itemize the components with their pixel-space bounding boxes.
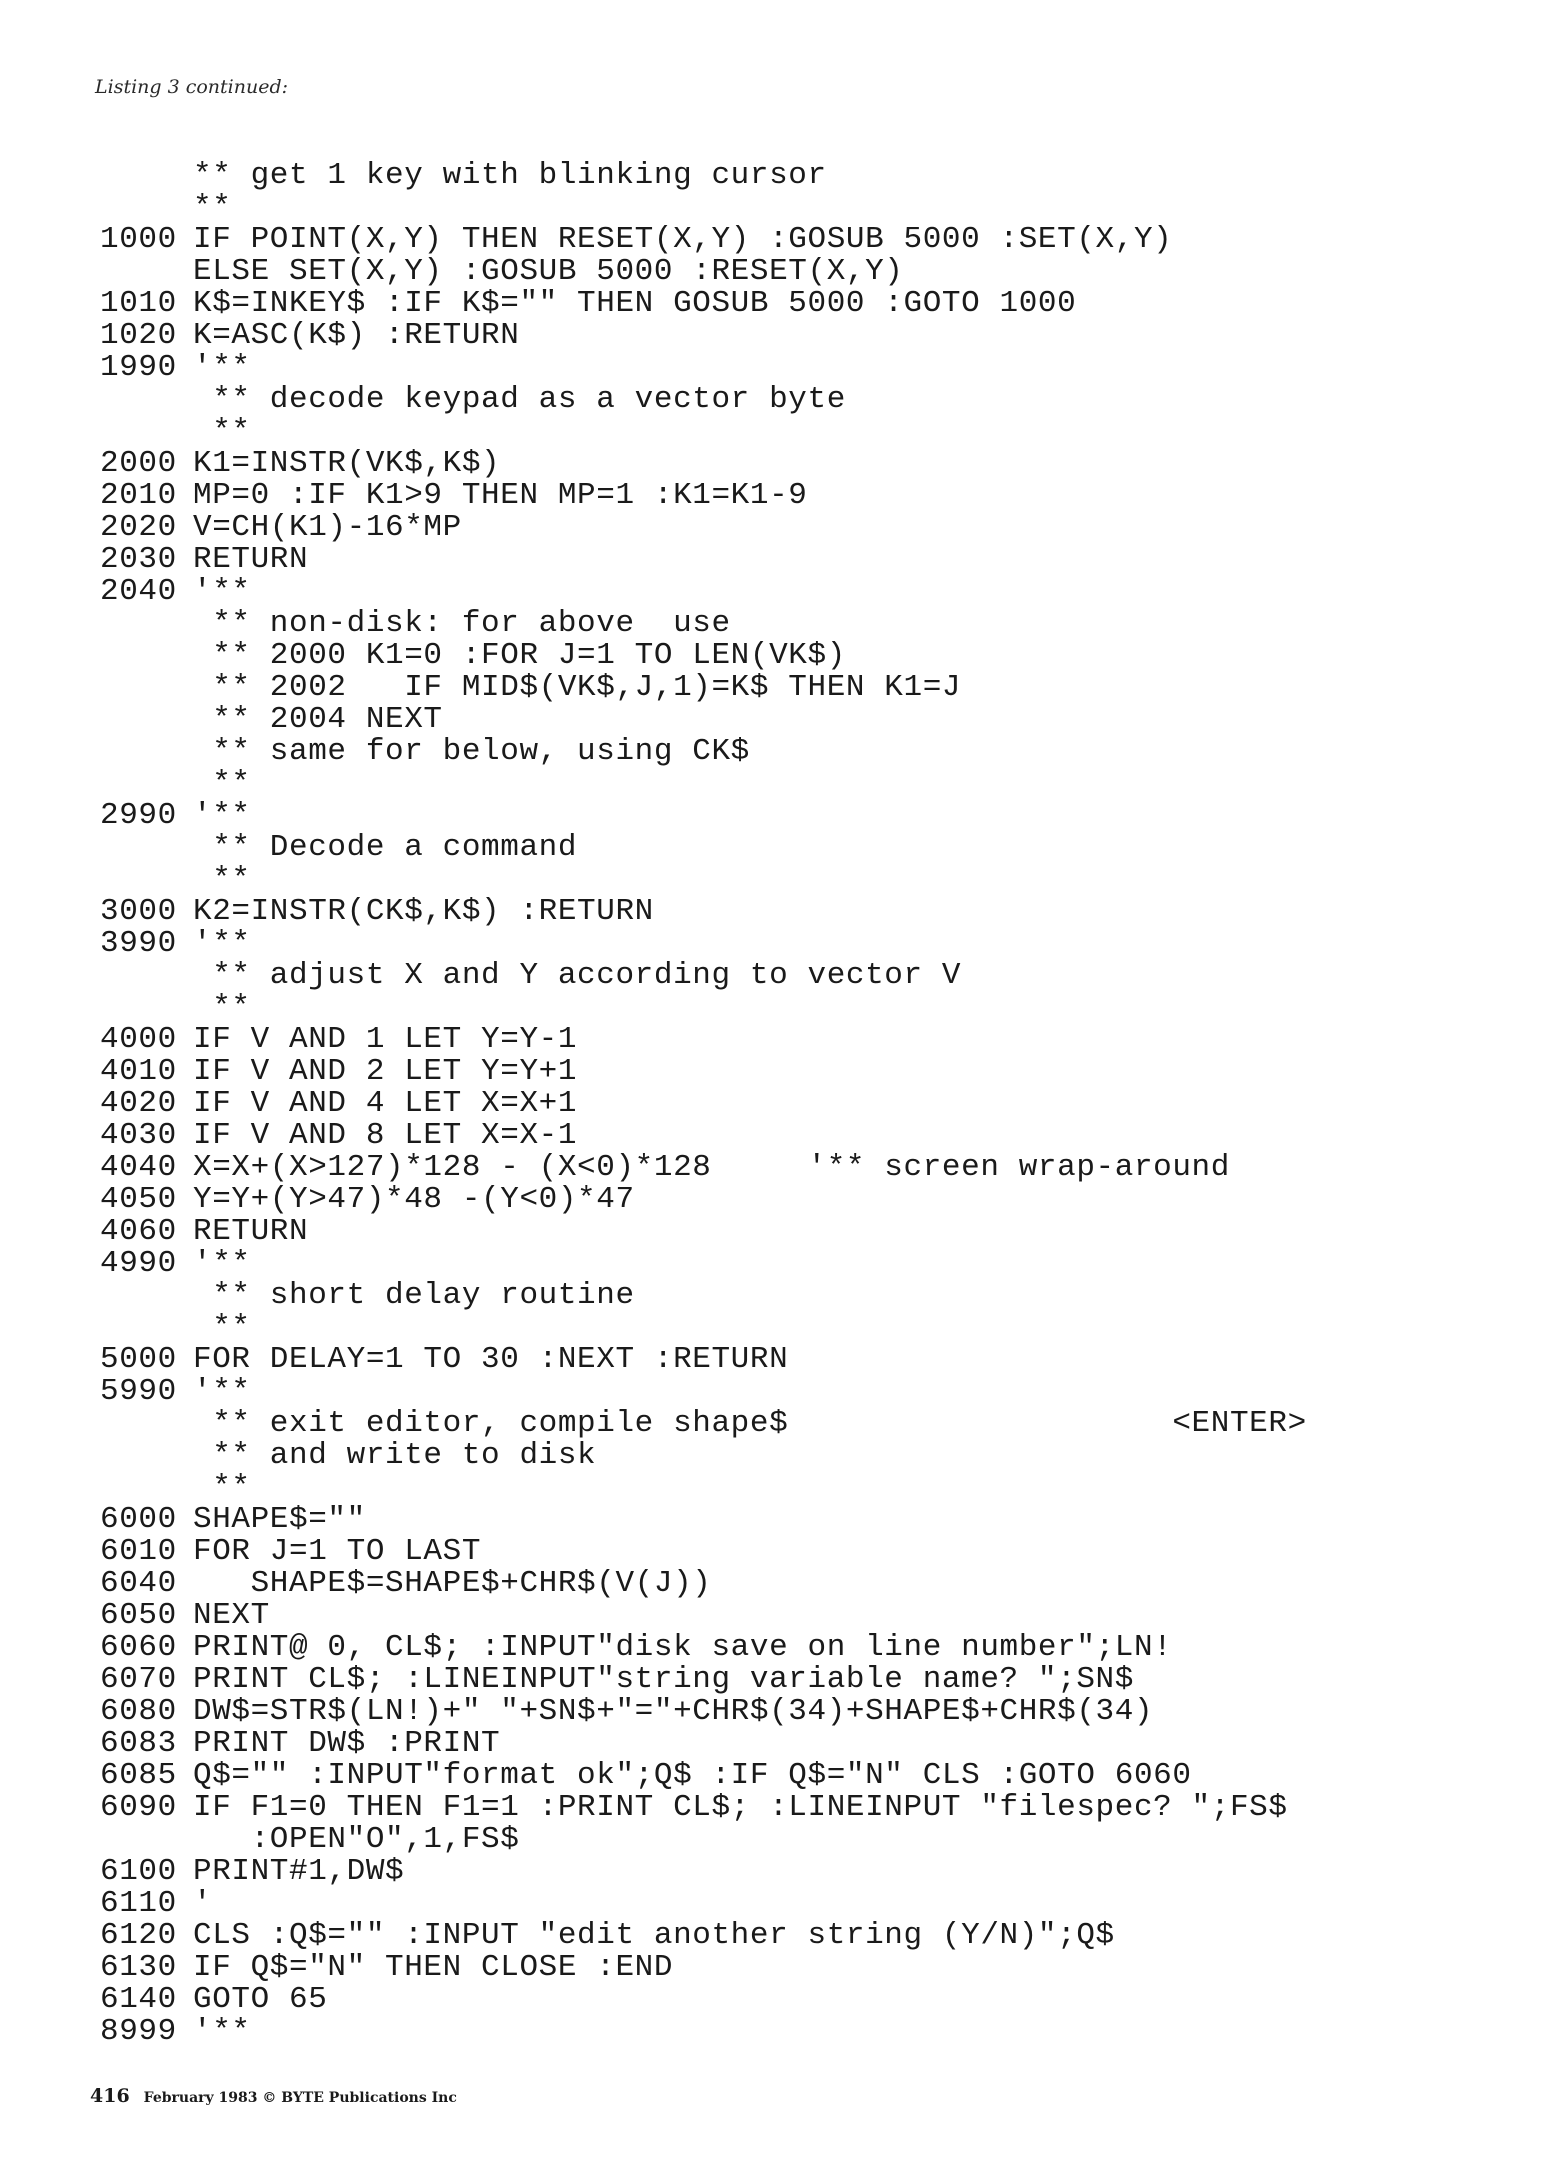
code-text: IF F1=0 THEN F1=1 :PRINT CL$; :LINEINPUT "filespec? ";FS$ <box>193 1790 1288 1825</box>
code-line <box>100 1280 1307 1312</box>
code-text: GOTO 65 <box>193 1982 328 2017</box>
code-line <box>100 512 1307 544</box>
code-line <box>100 1984 1307 2016</box>
code-text: RETURN <box>193 542 309 577</box>
code-line <box>100 352 1307 384</box>
code-text: PRINT DW$ :PRINT <box>193 1726 501 1761</box>
line-number: 1990 <box>100 350 177 385</box>
code-text: '** <box>193 2014 251 2049</box>
line-number: 2020 <box>100 510 177 545</box>
code-text: Q$="" :INPUT"format ok";Q$ :IF Q$="N" CLS :GOTO 6060 <box>193 1758 1192 1793</box>
code-line <box>100 1728 1307 1760</box>
code-text: IF POINT(X,Y) THEN RESET(X,Y) :GOSUB 5000 :SET(X,Y) <box>193 222 1173 257</box>
code-text: X=X+(X>127)*128 - (X<0)*128 '** screen wrap-around <box>193 1150 1230 1185</box>
listing-caption: Listing 3 continued: <box>95 76 289 98</box>
code-text: ** <box>193 862 251 897</box>
line-number: 4000 <box>100 1022 177 1057</box>
code-line <box>100 1888 1307 1920</box>
line-number: 6083 <box>100 1726 177 1761</box>
line-number: 6140 <box>100 1982 177 2017</box>
line-number: 2990 <box>100 798 177 833</box>
code-text: ELSE SET(X,Y) :GOSUB 5000 :RESET(X,Y) <box>193 254 904 289</box>
code-text: NEXT <box>193 1598 270 1633</box>
line-number: 5000 <box>100 1342 177 1377</box>
code-listing <box>100 160 1307 2048</box>
code-text: ** <box>193 766 251 801</box>
code-text: K$=INKEY$ :IF K$="" THEN GOSUB 5000 :GOTO 1000 <box>193 286 1077 321</box>
code-line <box>100 1856 1307 1888</box>
code-text: V=CH(K1)-16*MP <box>193 510 462 545</box>
code-line <box>100 1184 1307 1216</box>
code-line <box>100 416 1307 448</box>
code-line <box>100 928 1307 960</box>
code-line <box>100 1696 1307 1728</box>
code-line <box>100 224 1307 256</box>
code-text: PRINT#1,DW$ <box>193 1854 405 1889</box>
code-text: SHAPE$=SHAPE$+CHR$(V(J)) <box>193 1566 712 1601</box>
code-line <box>100 704 1307 736</box>
code-text: SHAPE$="" <box>193 1502 366 1537</box>
code-text: :OPEN"O",1,FS$ <box>193 1822 520 1857</box>
code-line <box>100 1216 1307 1248</box>
code-line <box>100 672 1307 704</box>
code-line <box>100 384 1307 416</box>
code-text: FOR DELAY=1 TO 30 :NEXT :RETURN <box>193 1342 789 1377</box>
code-line <box>100 1312 1307 1344</box>
code-line <box>100 800 1307 832</box>
code-text: IF V AND 1 LET Y=Y-1 <box>193 1022 578 1057</box>
code-line <box>100 640 1307 672</box>
code-text: K2=INSTR(CK$,K$) :RETURN <box>193 894 654 929</box>
line-number: 2010 <box>100 478 177 513</box>
code-line <box>100 1024 1307 1056</box>
line-number: 6130 <box>100 1950 177 1985</box>
code-line <box>100 1664 1307 1696</box>
code-text: CLS :Q$="" :INPUT "edit another string (Y/N)";Q$ <box>193 1918 1115 1953</box>
line-number: 1000 <box>100 222 177 257</box>
code-line <box>100 1472 1307 1504</box>
publication-credit: February 1983 © BYTE Publications Inc <box>143 2090 457 2106</box>
line-number: 4010 <box>100 1054 177 1089</box>
code-text: ** exit editor, compile shape$ <ENTER> <box>193 1406 1307 1441</box>
code-text: ** get 1 key with blinking cursor <box>193 158 827 193</box>
line-number: 1010 <box>100 286 177 321</box>
code-text: ** <box>193 190 232 225</box>
code-line <box>100 608 1307 640</box>
code-text: ' <box>193 1886 213 1921</box>
code-line <box>100 192 1307 224</box>
code-line <box>100 768 1307 800</box>
code-line <box>100 1088 1307 1120</box>
code-line <box>100 1248 1307 1280</box>
line-number: 4050 <box>100 1182 177 1217</box>
code-text: MP=0 :IF K1>9 THEN MP=1 :K1=K1-9 <box>193 478 808 513</box>
line-number: 2040 <box>100 574 177 609</box>
code-line <box>100 480 1307 512</box>
code-text: ** 2004 NEXT <box>193 702 443 737</box>
code-text: ** decode keypad as a vector byte <box>193 382 846 417</box>
code-text: ** <box>193 1310 251 1345</box>
line-number: 6110 <box>100 1886 177 1921</box>
code-text: DW$=STR$(LN!)+" "+SN$+"="+CHR$(34)+SHAPE$+CHR$(34) <box>193 1694 1154 1729</box>
line-number: 6100 <box>100 1854 177 1889</box>
code-line <box>100 1344 1307 1376</box>
code-line <box>100 896 1307 928</box>
code-text: RETURN <box>193 1214 309 1249</box>
code-line <box>100 960 1307 992</box>
code-line <box>100 1792 1307 1824</box>
code-line <box>100 1408 1307 1440</box>
code-line <box>100 1440 1307 1472</box>
code-line <box>100 1152 1307 1184</box>
code-text: IF Q$="N" THEN CLOSE :END <box>193 1950 674 1985</box>
code-text: PRINT@ 0, CL$; :INPUT"disk save on line number";LN! <box>193 1630 1173 1665</box>
code-line <box>100 1920 1307 1952</box>
code-text: '** <box>193 926 251 961</box>
code-text: ** Decode a command <box>193 830 578 865</box>
code-text: ** <box>193 414 251 449</box>
line-number: 8999 <box>100 2014 177 2049</box>
line-number: 6080 <box>100 1694 177 1729</box>
code-line <box>100 1056 1307 1088</box>
code-text: FOR J=1 TO LAST <box>193 1534 482 1569</box>
code-line <box>100 1824 1307 1856</box>
code-line <box>100 1120 1307 1152</box>
code-text: IF V AND 4 LET X=X+1 <box>193 1086 578 1121</box>
code-text: ** short delay routine <box>193 1278 635 1313</box>
code-text: PRINT CL$; :LINEINPUT"string variable name? ";SN$ <box>193 1662 1134 1697</box>
code-line <box>100 1632 1307 1664</box>
code-line <box>100 320 1307 352</box>
code-text: ** <box>193 990 251 1025</box>
line-number: 4020 <box>100 1086 177 1121</box>
line-number: 4030 <box>100 1118 177 1153</box>
line-number: 3990 <box>100 926 177 961</box>
code-line <box>100 544 1307 576</box>
code-text: '** <box>193 798 251 833</box>
line-number: 4990 <box>100 1246 177 1281</box>
code-line <box>100 1376 1307 1408</box>
line-number: 6120 <box>100 1918 177 1953</box>
line-number: 5990 <box>100 1374 177 1409</box>
code-line <box>100 1760 1307 1792</box>
code-line <box>100 1568 1307 1600</box>
code-line <box>100 1600 1307 1632</box>
code-line <box>100 832 1307 864</box>
line-number: 6010 <box>100 1534 177 1569</box>
line-number: 6090 <box>100 1790 177 1825</box>
line-number: 6085 <box>100 1758 177 1793</box>
line-number: 6060 <box>100 1630 177 1665</box>
line-number: 2030 <box>100 542 177 577</box>
code-text: ** 2000 K1=0 :FOR J=1 TO LEN(VK$) <box>193 638 846 673</box>
code-line <box>100 992 1307 1024</box>
line-number: 4040 <box>100 1150 177 1185</box>
code-line <box>100 1504 1307 1536</box>
line-number: 3000 <box>100 894 177 929</box>
code-line <box>100 864 1307 896</box>
line-number: 6050 <box>100 1598 177 1633</box>
code-line <box>100 448 1307 480</box>
code-line <box>100 288 1307 320</box>
code-text: Y=Y+(Y>47)*48 -(Y<0)*47 <box>193 1182 635 1217</box>
page-footer <box>90 2085 457 2107</box>
code-line <box>100 256 1307 288</box>
code-text: ** 2002 IF MID$(VK$,J,1)=K$ THEN K1=J <box>193 670 962 705</box>
code-text: '** <box>193 1246 251 1281</box>
code-text: IF V AND 2 LET Y=Y+1 <box>193 1054 578 1089</box>
line-number: 2000 <box>100 446 177 481</box>
code-text: IF V AND 8 LET X=X-1 <box>193 1118 578 1153</box>
page-number: 416 <box>90 2085 130 2107</box>
code-line <box>100 1536 1307 1568</box>
code-text: '** <box>193 1374 251 1409</box>
code-text: ** and write to disk <box>193 1438 597 1473</box>
line-number: 4060 <box>100 1214 177 1249</box>
code-line <box>100 576 1307 608</box>
code-text: ** <box>193 1470 251 1505</box>
line-number: 6000 <box>100 1502 177 1537</box>
code-line <box>100 1952 1307 1984</box>
code-text: '** <box>193 350 251 385</box>
code-line <box>100 736 1307 768</box>
line-number: 6070 <box>100 1662 177 1697</box>
code-text: '** <box>193 574 251 609</box>
code-text: ** same for below, using CK$ <box>193 734 750 769</box>
code-line <box>100 2016 1307 2048</box>
code-line <box>100 160 1307 192</box>
line-number: 6040 <box>100 1566 177 1601</box>
code-text: K=ASC(K$) :RETURN <box>193 318 520 353</box>
code-text: ** non-disk: for above use <box>193 606 731 641</box>
line-number: 1020 <box>100 318 177 353</box>
code-text: K1=INSTR(VK$,K$) <box>193 446 501 481</box>
code-text: ** adjust X and Y according to vector V <box>193 958 962 993</box>
